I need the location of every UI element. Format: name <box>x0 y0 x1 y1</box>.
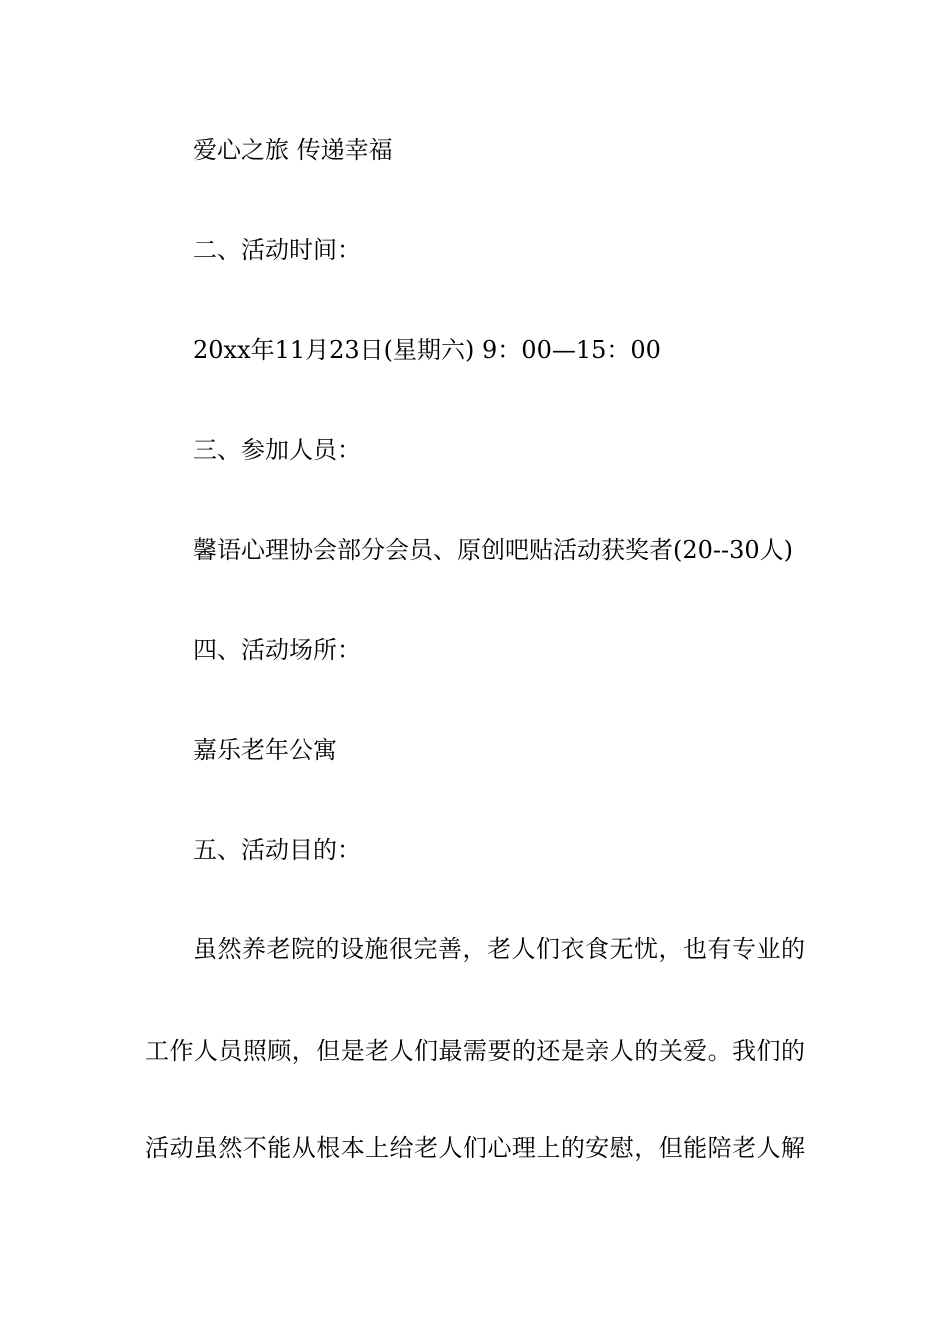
purpose-paragraph-line-2: 工作人员照顾，但是老人们最需要的还是亲人的关爱。我们的 <box>145 1037 805 1065</box>
purpose-paragraph-line-1: 虽然养老院的设施很完善，老人们衣食无忧，也有专业的 <box>193 935 805 963</box>
section-heading-venue: 四、活动场所： <box>193 636 361 664</box>
activity-theme: 爱心之旅 传递幸福 <box>193 136 393 164</box>
section-heading-time: 二、活动时间： <box>193 236 361 264</box>
section-heading-participants: 三、参加人员： <box>193 436 361 464</box>
section-heading-purpose: 五、活动目的： <box>193 836 361 864</box>
participants-text: 馨语心理协会部分会员、原创吧贴活动获奖者(20--30人) <box>193 536 794 564</box>
venue-text: 嘉乐老年公寓 <box>193 736 337 764</box>
purpose-paragraph-line-3: 活动虽然不能从根本上给老人们心理上的安慰，但能陪老人解 <box>145 1134 805 1162</box>
activity-time: 20xx年11月23日(星期六) 9：00—15：00 <box>193 336 661 364</box>
